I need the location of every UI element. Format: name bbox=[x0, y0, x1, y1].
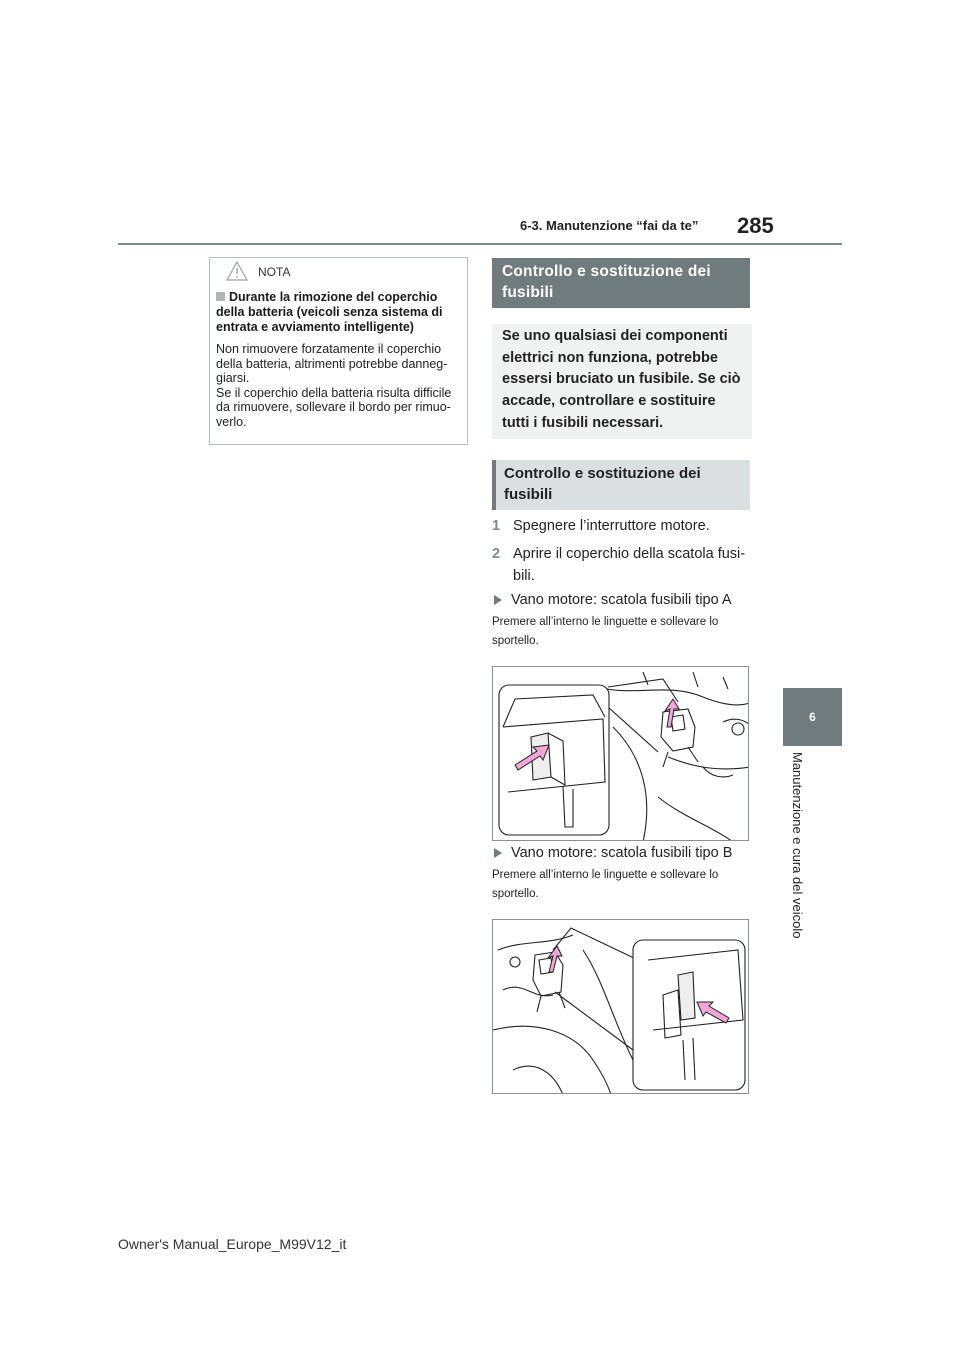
chapter-tab bbox=[783, 688, 842, 746]
item-b-instruction: Premere all’interno le linguette e sollevare lo sportello. bbox=[492, 869, 719, 900]
chapter-title-vertical bbox=[790, 752, 810, 952]
arrow-bullet-icon bbox=[494, 848, 502, 858]
header-divider bbox=[118, 243, 842, 245]
step-number: 2 bbox=[492, 546, 501, 562]
note-line: da rimuovere, sollevare il bordo per rimuo- bbox=[216, 400, 451, 414]
note-line: Se il coperchio della batteria risulta difficile bbox=[216, 385, 452, 400]
note-label: NOTA bbox=[258, 265, 291, 279]
header-section-title: 6-3. Manutenzione “fai da te” bbox=[520, 218, 699, 233]
intro-line: Se uno qualsiasi dei componenti bbox=[502, 328, 728, 344]
item-a-instruction: Premere all’interno le linguette e sollevare lo sportello. bbox=[492, 616, 719, 647]
note-header bbox=[210, 258, 467, 286]
note-line: verlo. bbox=[216, 414, 247, 429]
step-2 bbox=[492, 543, 754, 589]
section-title: Controllo e sostituzione dei fusibili bbox=[492, 258, 750, 308]
fusebox-b-illustration bbox=[492, 919, 749, 1094]
intro-line: essersi bruciato un fusibile. Se ciò bbox=[502, 371, 741, 388]
lift-arrow-icon bbox=[665, 699, 679, 727]
intro-box bbox=[492, 324, 752, 439]
page-number: 285 bbox=[737, 213, 774, 238]
arrow-bullet-icon bbox=[494, 595, 502, 605]
warning-icon bbox=[226, 261, 248, 281]
subsection-title: Controllo e sostituzione dei fusibili bbox=[492, 460, 750, 510]
footer-manual-id: Owner's Manual_Europe_M99V12_it bbox=[118, 1236, 347, 1252]
fusebox-a-illustration bbox=[492, 666, 749, 841]
bullet-square-icon bbox=[216, 292, 225, 301]
intro-line: tutti i fusibili necessari. bbox=[502, 414, 664, 431]
intro-line: accade, controllare e sostituire bbox=[502, 393, 716, 410]
note-line: della batteria, altrimenti potrebbe danneg- bbox=[216, 356, 448, 371]
note-line: Non rimuovere forzatamente il coperchio bbox=[216, 342, 442, 356]
chapter-title: Manutenzione e cura del veicolo bbox=[790, 752, 805, 939]
note-subtitle: Durante la rimozione del coperchio della batteria (veicoli senza sistema di entrata e avviamento intelligente) bbox=[216, 290, 443, 334]
note-body bbox=[216, 342, 464, 429]
step-text: Aprire il coperchio della scatola fusi- bili. bbox=[513, 546, 746, 584]
chapter-number: 6 bbox=[809, 710, 816, 724]
step-number: 1 bbox=[492, 518, 501, 534]
item-fusebox-b: Vano motore: scatola fusibili tipo B bbox=[494, 845, 754, 865]
note-box bbox=[209, 257, 468, 445]
note-line: giarsi. bbox=[216, 371, 250, 385]
step-text: Spegnere l’interruttore motore. bbox=[513, 518, 710, 534]
intro-line: elettrici non funziona, potrebbe bbox=[502, 349, 718, 366]
item-fusebox-a: Vano motore: scatola fusibili tipo A bbox=[494, 592, 754, 612]
step-1 bbox=[492, 515, 754, 539]
